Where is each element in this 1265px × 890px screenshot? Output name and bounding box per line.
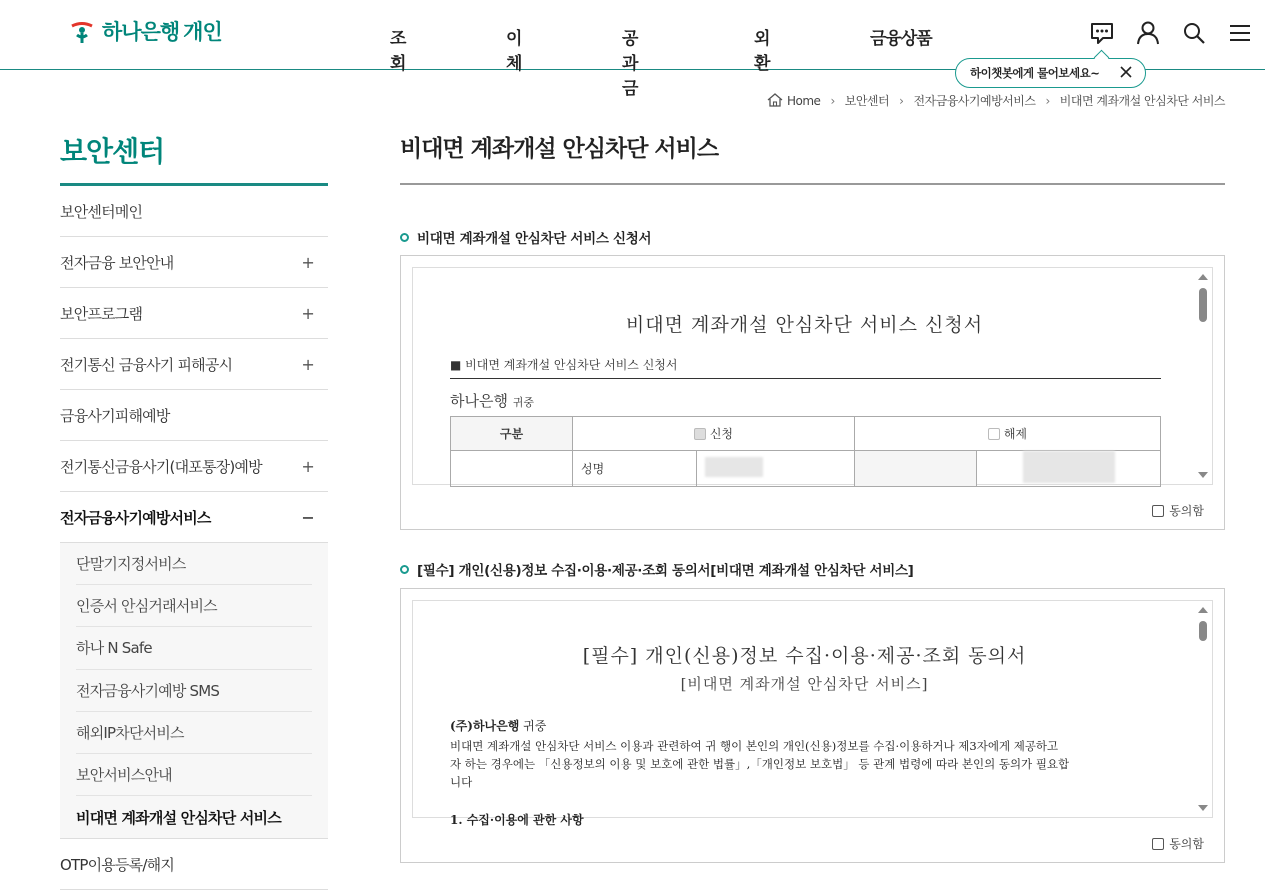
addressee-name: (주)하나은행 — [450, 719, 520, 733]
side-nav-subitem[interactable]: 인증서 안심거래서비스 — [76, 585, 312, 627]
plus-icon: + — [301, 303, 314, 323]
side-nav-subitem[interactable]: 하나 N Safe — [76, 627, 312, 669]
side-nav-submenu — [60, 543, 328, 839]
side-nav-subitem[interactable]: 전자금융사기예방 SMS — [76, 670, 312, 712]
scroll-thumb[interactable] — [1199, 288, 1207, 322]
application-form-scroll[interactable] — [412, 267, 1213, 485]
agree-checkbox-row[interactable] — [1152, 835, 1204, 852]
consent-form-box — [400, 588, 1225, 863]
scrollbar[interactable] — [1194, 601, 1212, 817]
side-nav-item-label: OTP이용등록/해지 — [60, 855, 175, 874]
agree-label: 동의함 — [1169, 837, 1204, 851]
addressee-suffix: 귀중 — [512, 396, 535, 409]
masked-value — [705, 457, 763, 477]
consent-doc-title: [필수] 개인(신용)정보 수집·이용·제공·조회 동의서 — [582, 645, 1027, 667]
scroll-down-arrow-icon[interactable] — [1198, 472, 1208, 478]
option-apply-label: 신청 — [709, 427, 733, 441]
chevron-right-icon: › — [899, 93, 904, 108]
side-nav-item-label: 전자금융 보안안내 — [60, 253, 174, 272]
application-table — [450, 416, 1161, 487]
scroll-up-arrow-icon[interactable] — [1198, 607, 1208, 613]
side-nav-item-label: 금융사기피해예방 — [60, 406, 170, 425]
agree-checkbox[interactable] — [1152, 505, 1164, 517]
table-cell — [451, 451, 573, 487]
side-nav-item[interactable] — [60, 237, 328, 288]
scrollbar[interactable] — [1194, 268, 1212, 484]
divider — [450, 378, 1161, 379]
plus-icon: + — [301, 252, 314, 272]
search-icon[interactable] — [1181, 20, 1207, 46]
body-text-line: 자 하는 경우에는 「신용정보의 이용 및 보호에 관한 법률」,「개인정보 보호법」 등 관계 법령에 따라 본인의 동의가 필요합 — [450, 757, 1070, 771]
section-title-text: [필수] 개인(신용)정보 수집·이용·제공·조회 동의서[비대면 계좌개설 안심차단 서비스] — [417, 563, 914, 579]
side-nav-item[interactable] — [60, 441, 328, 492]
consent-body-text — [450, 737, 1180, 791]
breadcrumb-item[interactable]: 보안센터 — [844, 94, 890, 108]
logo-text: 하나은행 — [102, 20, 180, 44]
menu-icon[interactable] — [1227, 20, 1253, 46]
scroll-down-arrow-icon[interactable] — [1198, 805, 1208, 811]
breadcrumb-home[interactable] — [767, 93, 820, 108]
checkbox-cancel[interactable] — [988, 428, 1000, 440]
section-title-text: 비대면 계좌개설 안심차단 서비스 신청서 — [417, 231, 652, 247]
form-doc-heading: ■ 비대면 계좌개설 안심차단 서비스 신청서 — [450, 358, 678, 372]
close-icon[interactable] — [1117, 63, 1135, 81]
hana-bank-logo[interactable] — [68, 16, 222, 46]
side-nav-item-label: 전자금융사기예방서비스 — [60, 508, 211, 527]
table-cell — [855, 451, 977, 487]
scroll-thumb[interactable] — [1199, 621, 1207, 641]
side-nav-item-label: 보안프로그램 — [60, 304, 143, 323]
gnb-item-transfer[interactable]: 이체 — [506, 29, 522, 74]
checkbox-apply[interactable] — [694, 428, 706, 440]
body-text-line: 비대면 계좌개설 안심차단 서비스 이용과 관련하여 귀 행이 본인의 개인(신용)정보를 수집·이용하거나 제3자에게 제공하고 — [450, 739, 1059, 753]
consent-doc-subtitle: [비대면 계좌개설 안심차단 서비스] — [680, 675, 929, 693]
hana-logo-icon — [68, 17, 96, 45]
application-form-box — [400, 255, 1225, 530]
side-nav-subitem-current[interactable]: 비대면 계좌개설 안심차단 서비스 — [76, 808, 281, 827]
form-addressee — [450, 390, 534, 411]
agree-checkbox-row[interactable] — [1152, 502, 1204, 519]
side-nav-item[interactable] — [60, 339, 328, 390]
agree-label: 동의함 — [1169, 504, 1204, 518]
plus-icon: + — [301, 456, 314, 476]
side-nav-item[interactable] — [60, 839, 328, 890]
side-nav-subitem[interactable]: 단말기지정서비스 — [76, 543, 312, 585]
side-navigation — [60, 130, 328, 890]
breadcrumb-item[interactable]: 전자금융사기예방서비스 — [913, 94, 1036, 108]
option-apply-cell[interactable] — [573, 417, 855, 451]
side-nav-item[interactable] — [60, 390, 328, 441]
name-label-cell: 성명 — [573, 451, 697, 487]
side-nav-item[interactable] — [60, 186, 328, 237]
user-icon[interactable] — [1135, 20, 1161, 46]
masked-cell — [977, 451, 1161, 487]
breadcrumb-item-current[interactable]: 비대면 계좌개설 안심차단 서비스 — [1059, 94, 1225, 108]
option-cancel-cell[interactable] — [855, 417, 1161, 451]
chevron-right-icon: › — [830, 93, 835, 108]
consent-addressee — [450, 717, 546, 734]
side-nav-item-active[interactable] — [60, 492, 328, 543]
agree-checkbox[interactable] — [1152, 838, 1164, 850]
logo-sub-text: 개인 — [183, 20, 222, 44]
gnb-item-foreign-exchange[interactable]: 외환 — [754, 29, 770, 74]
scroll-up-arrow-icon[interactable] — [1198, 274, 1208, 280]
header-icon-group — [1089, 20, 1253, 46]
main-content — [400, 130, 1225, 851]
consent-section-heading: 1. 수집·이용에 관한 사항 — [450, 813, 584, 827]
name-value-cell — [697, 451, 855, 487]
bullet-circle-icon — [400, 565, 409, 574]
gnb-item-utility-bills[interactable]: 공과금 — [622, 29, 638, 99]
gnb-item-inquiry[interactable]: 조회 — [390, 29, 406, 74]
masked-value — [1023, 451, 1115, 483]
side-nav-item[interactable] — [60, 288, 328, 339]
breadcrumb — [767, 92, 1225, 109]
side-nav-item-label: 보안센터메인 — [60, 202, 143, 221]
minus-icon: − — [301, 507, 314, 527]
table-header-cell: 구분 — [451, 417, 573, 451]
chatbot-tooltip-text: 하이챗봇에게 물어보세요~ — [970, 66, 1100, 80]
section-title — [400, 559, 914, 579]
gnb-item-financial-products[interactable]: 금융상품 — [870, 29, 932, 49]
plus-icon: + — [301, 354, 314, 374]
consent-form-scroll[interactable] — [412, 600, 1213, 827]
form-doc-title: 비대면 계좌개설 안심차단 서비스 신청서 — [625, 314, 984, 336]
side-nav-subitem[interactable]: 보안서비스안내 — [76, 754, 312, 796]
chevron-right-icon: › — [1045, 93, 1050, 108]
breadcrumb-home-label: Home — [787, 94, 821, 108]
side-nav-title: 보안센터 — [60, 130, 328, 186]
addressee-name: 하나은행 — [450, 392, 508, 410]
chatbot-tooltip[interactable] — [955, 58, 1146, 88]
bullet-circle-icon — [400, 233, 409, 242]
side-nav-item-label: 전기통신금융사기(대포통장)예방 — [60, 457, 262, 476]
body-text-line: 니다 — [450, 775, 473, 789]
home-icon — [767, 93, 783, 107]
section-title — [400, 227, 651, 247]
option-cancel-label: 해제 — [1003, 427, 1027, 441]
chat-icon[interactable] — [1089, 20, 1115, 46]
side-nav-subitem[interactable]: 해외IP차단서비스 — [76, 712, 312, 754]
addressee-suffix: 귀중 — [523, 719, 547, 733]
side-nav-item-label: 전기통신 금융사기 피해공시 — [60, 355, 233, 374]
page-title: 비대면 계좌개설 안심차단 서비스 — [400, 130, 1225, 185]
